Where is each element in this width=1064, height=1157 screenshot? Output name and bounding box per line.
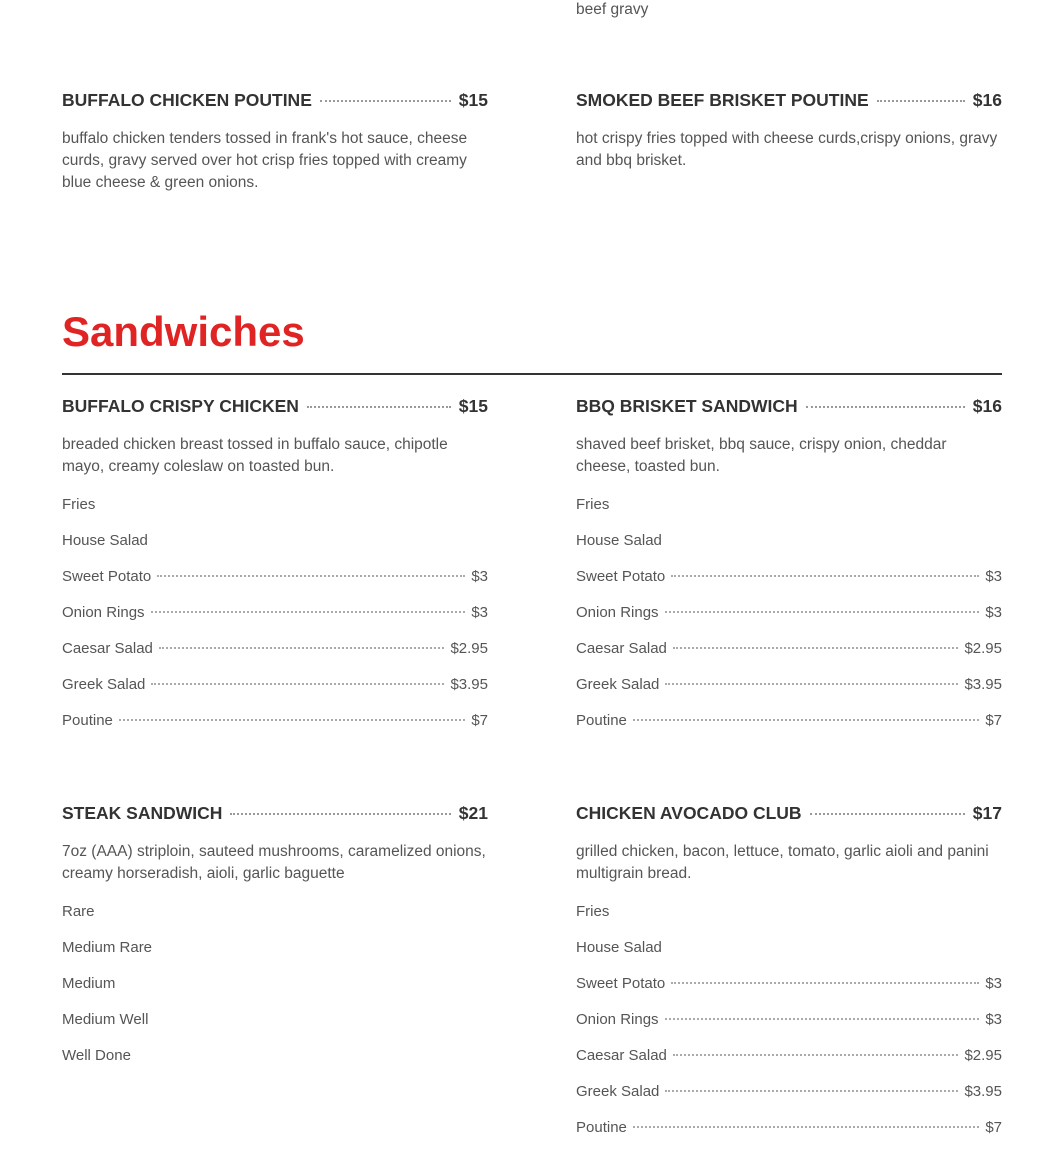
menu-item-buffalo-crispy-chicken — [62, 396, 488, 422]
dot-leader — [230, 813, 450, 815]
option-price: $2.95 — [450, 640, 488, 657]
item-title: BUFFALO CRISPY CHICKEN — [62, 396, 299, 416]
side-option — [576, 1047, 1002, 1069]
item-title: CHICKEN AVOCADO CLUB — [576, 803, 802, 823]
dot-leader — [665, 1090, 958, 1092]
dot-leader — [633, 1126, 979, 1128]
option-label: Sweet Potato — [576, 975, 666, 992]
doneness-option — [62, 1011, 488, 1033]
doneness-option — [62, 939, 488, 961]
dot-leader — [157, 575, 465, 577]
dot-leader — [665, 1018, 980, 1020]
option-label: Caesar Salad — [576, 640, 667, 657]
option-price: $3 — [985, 1011, 1002, 1028]
option-label: Onion Rings — [62, 604, 145, 621]
menu-item-chicken-avocado-club — [576, 803, 1002, 829]
side-option — [62, 712, 488, 734]
option-price: $7 — [985, 1119, 1002, 1136]
item-title: BUFFALO CHICKEN POUTINE — [62, 90, 312, 110]
section-title: Sandwiches — [62, 308, 305, 355]
side-option — [62, 676, 488, 698]
dot-leader — [671, 982, 979, 984]
dot-leader — [119, 719, 465, 721]
item-description: 7oz (AAA) striploin, sauteed mushrooms, caramelized onions, creamy horseradish, aioli, garlic baguette — [62, 843, 486, 882]
dot-leader — [810, 813, 965, 815]
option-label: Greek Salad — [62, 676, 146, 693]
option-price: $7 — [985, 712, 1002, 729]
option-label: Onion Rings — [576, 1011, 659, 1028]
menu-item-smoked-beef-brisket-poutine — [576, 90, 1002, 116]
option-price: $2.95 — [964, 1047, 1002, 1064]
menu-item-bbq-brisket-sandwich — [576, 396, 1002, 422]
menu-item-buffalo-chicken-poutine — [62, 90, 488, 116]
item-title: STEAK SANDWICH — [62, 803, 223, 823]
item-description: buffalo chicken tenders tossed in frank's hot sauce, cheese curds, gravy served over hot crisp fries topped with creamy blue cheese & green onions. — [62, 130, 468, 191]
item-title: SMOKED BEEF BRISKET POUTINE — [576, 90, 869, 110]
option-label: Onion Rings — [576, 604, 659, 621]
option-label: House Salad — [576, 532, 662, 549]
side-option — [62, 640, 488, 662]
dot-leader — [320, 100, 451, 102]
menu-item-steak-sandwich — [62, 803, 488, 829]
item-description: hot crispy fries topped with cheese curds,crispy onions, gravy and bbq brisket. — [576, 130, 998, 169]
item-price: $15 — [458, 90, 488, 110]
dot-leader — [159, 647, 445, 649]
dot-leader — [673, 647, 959, 649]
option-label: Caesar Salad — [62, 640, 153, 657]
doneness-option — [62, 903, 488, 925]
side-option — [576, 939, 1002, 961]
side-option — [576, 568, 1002, 590]
item-price: $16 — [972, 90, 1002, 110]
dot-leader — [877, 100, 965, 102]
item-price: $21 — [458, 803, 488, 823]
side-option — [62, 604, 488, 626]
dot-leader — [307, 406, 451, 408]
item-description: shaved beef brisket, bbq sauce, crispy onion, cheddar cheese, toasted bun. — [576, 436, 947, 475]
side-option — [576, 1083, 1002, 1105]
item-description: grilled chicken, bacon, lettuce, tomato, garlic aioli and panini multigrain bread. — [576, 843, 989, 882]
option-label: Fries — [62, 496, 96, 513]
item-price: $16 — [972, 396, 1002, 416]
dot-leader — [806, 406, 965, 408]
dot-leader — [671, 575, 979, 577]
item-title: BBQ BRISKET SANDWICH — [576, 396, 798, 416]
option-label: Caesar Salad — [576, 1047, 667, 1064]
option-price: $3 — [985, 568, 1002, 585]
doneness-option — [62, 975, 488, 997]
side-option — [576, 903, 1002, 925]
option-label: Medium Well — [62, 1011, 149, 1028]
item-price: $15 — [458, 396, 488, 416]
section-divider — [62, 373, 1002, 375]
side-option — [576, 1011, 1002, 1033]
option-label: Greek Salad — [576, 1083, 660, 1100]
option-label: Poutine — [62, 712, 113, 729]
side-option — [576, 676, 1002, 698]
side-option — [576, 712, 1002, 734]
option-price: $3 — [471, 568, 488, 585]
item-description: breaded chicken breast tossed in buffalo sauce, chipotle mayo, creamy coleslaw on toasted bun. — [62, 436, 448, 475]
side-option — [62, 532, 488, 554]
doneness-option — [62, 1047, 488, 1069]
option-price: $3.95 — [450, 676, 488, 693]
side-option — [576, 1119, 1002, 1141]
side-option — [576, 640, 1002, 662]
side-option — [576, 604, 1002, 626]
dot-leader — [633, 719, 979, 721]
option-label: Fries — [576, 903, 610, 920]
option-price: $2.95 — [964, 640, 1002, 657]
option-label: Medium — [62, 975, 116, 992]
dot-leader — [665, 683, 958, 685]
option-price: $3 — [985, 975, 1002, 992]
option-label: Poutine — [576, 1119, 627, 1136]
dot-leader — [151, 683, 444, 685]
option-label: Well Done — [62, 1047, 131, 1064]
side-option — [576, 496, 1002, 518]
side-option — [62, 568, 488, 590]
option-price: $3.95 — [964, 1083, 1002, 1100]
side-option — [576, 975, 1002, 997]
option-label: Greek Salad — [576, 676, 660, 693]
option-label: Sweet Potato — [576, 568, 666, 585]
option-label: Sweet Potato — [62, 568, 152, 585]
item-description-fragment: beef gravy — [576, 1, 649, 18]
option-label: Rare — [62, 903, 95, 920]
option-label: Medium Rare — [62, 939, 153, 956]
dot-leader — [151, 611, 466, 613]
item-price: $17 — [972, 803, 1002, 823]
side-option — [576, 532, 1002, 554]
option-label: House Salad — [576, 939, 662, 956]
option-label: Poutine — [576, 712, 627, 729]
option-price: $3.95 — [964, 676, 1002, 693]
dot-leader — [665, 611, 980, 613]
option-price: $3 — [985, 604, 1002, 621]
option-label: Fries — [576, 496, 610, 513]
option-label: House Salad — [62, 532, 148, 549]
option-price: $3 — [471, 604, 488, 621]
dot-leader — [673, 1054, 959, 1056]
side-option — [62, 496, 488, 518]
option-price: $7 — [471, 712, 488, 729]
